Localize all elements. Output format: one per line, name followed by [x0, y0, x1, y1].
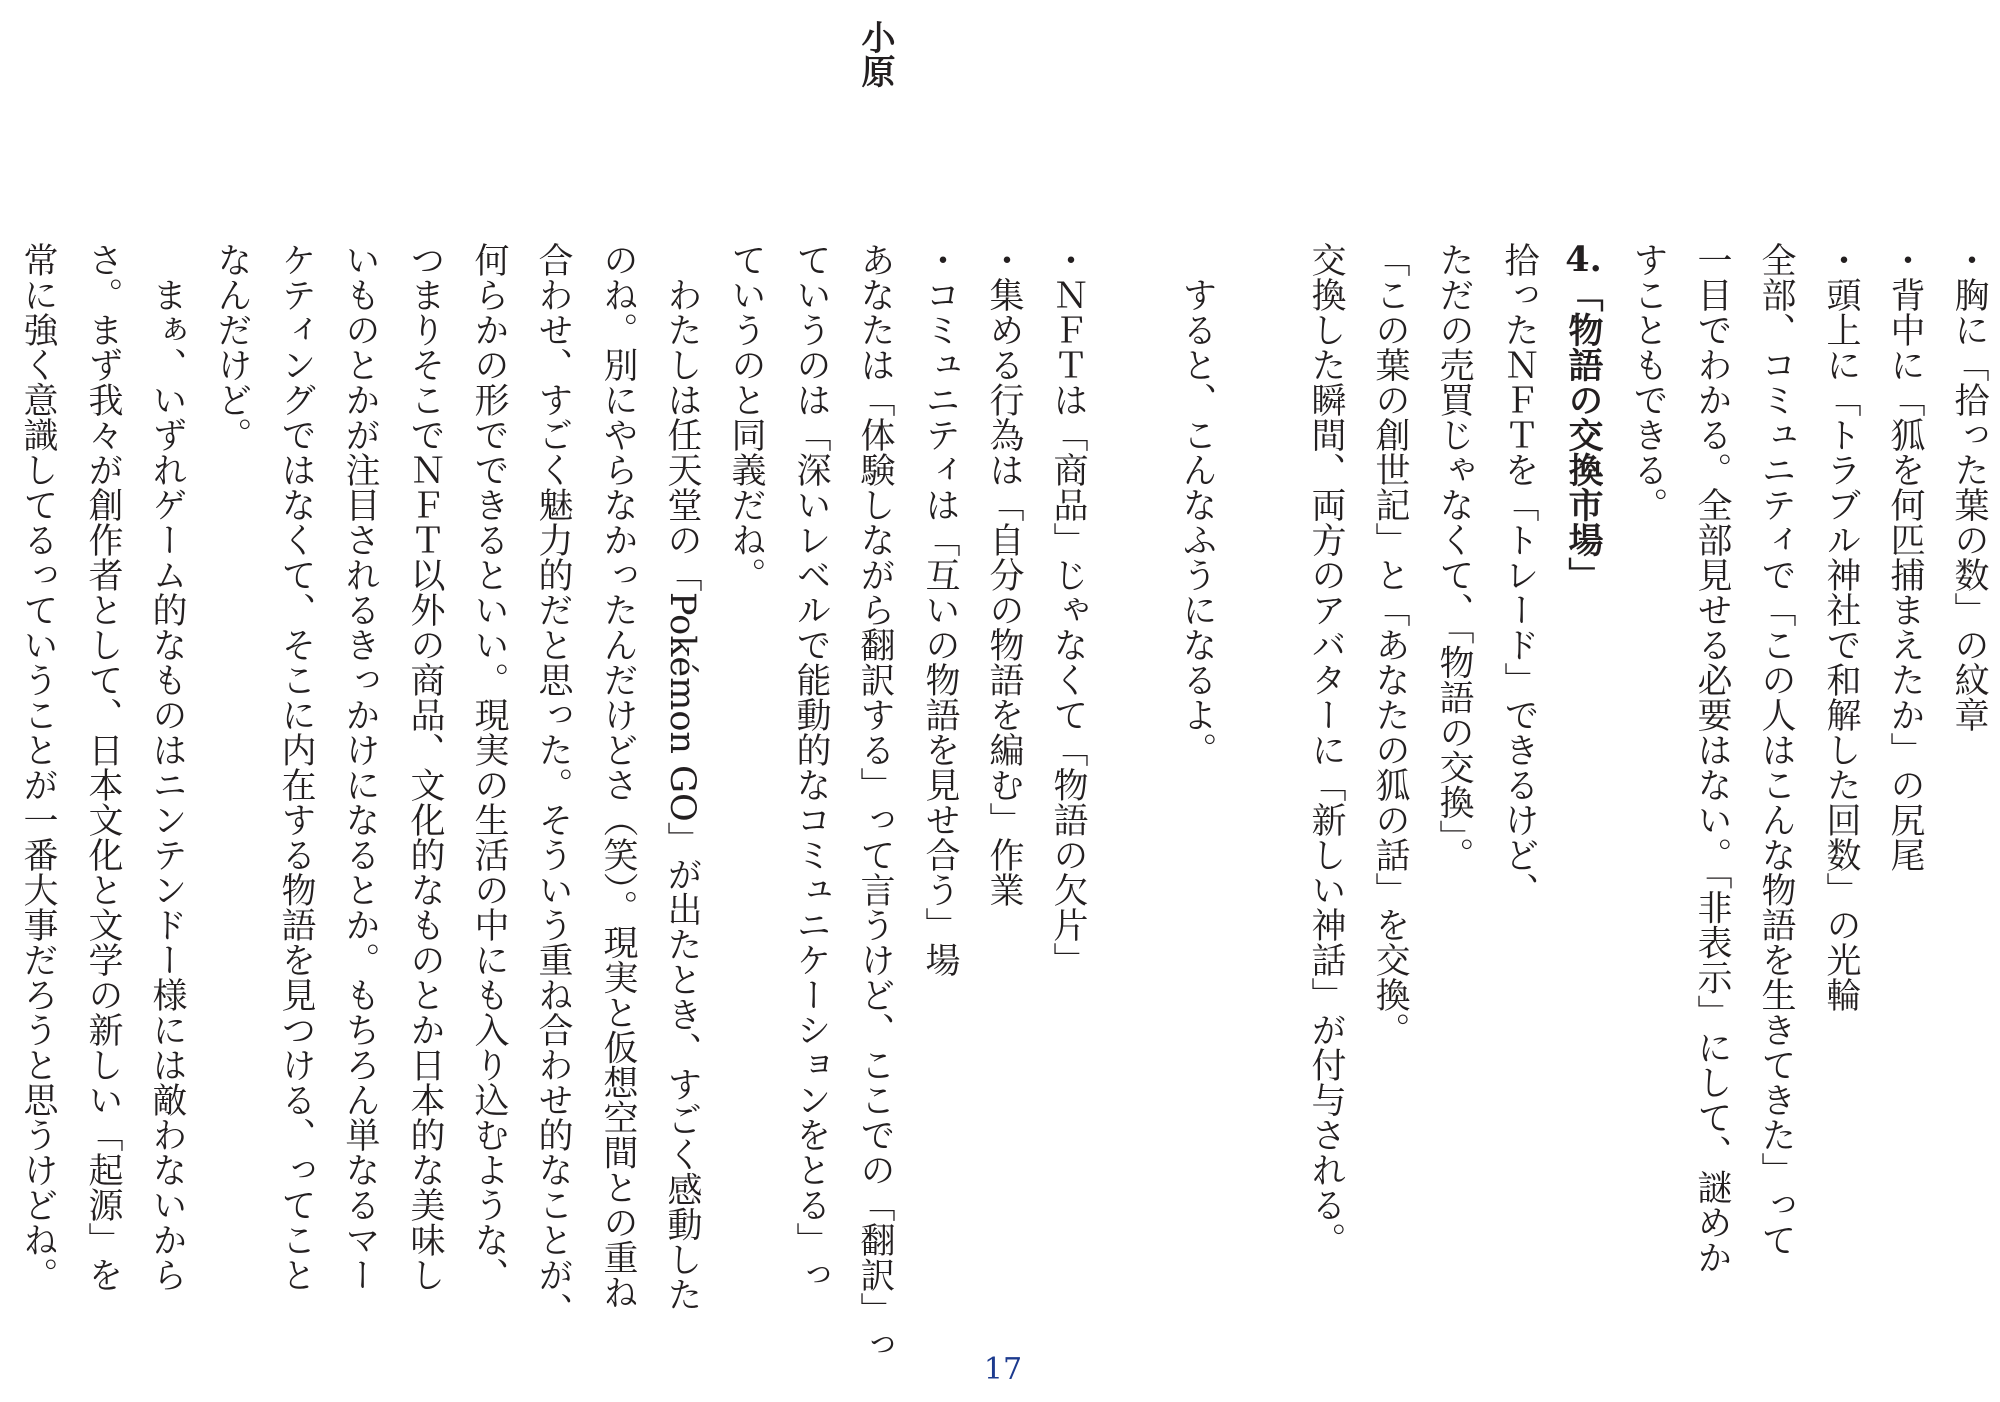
section-heading: [1563, 242, 1604, 1367]
speaker-label: 小原: [855, 20, 895, 88]
section-title: 「物語の交換市場」: [1563, 277, 1604, 592]
paragraph-line: のね。別にやらなかったんだけどさ（笑）。現実と仮想空間との重ね: [598, 242, 638, 1310]
section-number: 4.: [1565, 242, 1602, 277]
paragraph-line: さ。まず我々が創作者として、日本文化と文学の新しい「起源」を: [83, 242, 123, 1292]
paragraph-line: 全部、コミュニティで「この人はこんな物語を生きてきた」って: [1756, 242, 1796, 1257]
badge-list-item: ・背中に「狐を何匹捕まえたか」の尻尾: [1885, 242, 1925, 872]
summary-list-item: ・集める行為は「自分の物語を編む」作業: [984, 242, 1024, 907]
paragraph-line: わたしは任天堂の「Pokémon GO」が出たとき、すごく感動した: [662, 277, 702, 1312]
paragraph-line: すこともできる。: [1628, 242, 1668, 522]
paragraph-line: いものとかが注目されるきっかけになるとか。もちろん単なるマー: [340, 242, 380, 1292]
paragraph-line: ただの売買じゃなくて、「物語の交換」。: [1434, 242, 1474, 872]
paragraph-line: ていうのは「深いレベルで能動的なコミュニケーションをとる」っ: [791, 242, 831, 1292]
paragraph-line: あなたは「体験しながら翻訳する」って言うけど、ここでの「翻訳」っ: [855, 242, 895, 1362]
paragraph-line: 合わせ、すごく魅力的だと思った。そういう重ね合わせ的なことが、: [533, 242, 573, 1327]
paragraph-line: つまりそこでＮＦＴ以外の商品、文化的なものとか日本的な美味し: [405, 242, 445, 1292]
paragraph-line: 交換した瞬間、両方のアバターに「新しい神話」が付与される。: [1306, 242, 1346, 1257]
transition-line: すると、こんなふうになるよ。: [1177, 277, 1217, 767]
badge-list-item: ・胸に「拾った葉の数」の紋章: [1949, 242, 1989, 732]
paragraph-line: 一目でわかる。全部見せる必要はない。「非表示」にして、謎めか: [1692, 242, 1732, 1275]
summary-list-item: ・コミュニティは「互いの物語を見せ合う」場: [920, 242, 960, 977]
paragraph-line: 常に強く意識してるっていうことが一番大事だろうと思うけどね。: [18, 242, 58, 1292]
paragraph-line: 何らかの形でできるといい。現実の生活の中にも入り込むような、: [469, 242, 509, 1292]
paragraph-line: ケティングではなくて、そこに内在する物語を見つける、ってこと: [276, 242, 316, 1292]
page-number: 17: [983, 1352, 1023, 1387]
paragraph-line: まぁ、いずれゲーム的なものはニンテンドー様には敵わないから: [147, 277, 187, 1292]
paragraph-line: 拾ったＮＦＴを「トレード」できるけど、: [1499, 242, 1539, 907]
badge-list-item: ・頭上に「トラブル神社で和解した回数」の光輪: [1821, 242, 1861, 1012]
summary-list-item: ・ＮＦＴは「商品」じゃなくて「物語の欠片」: [1048, 242, 1088, 977]
paragraph-line: ていうのと同義だね。: [726, 242, 766, 592]
paragraph-line: 「この葉の創世記」と「あなたの狐の話」を交換。: [1370, 242, 1410, 1047]
paragraph-line: なんだけど。: [212, 242, 252, 452]
